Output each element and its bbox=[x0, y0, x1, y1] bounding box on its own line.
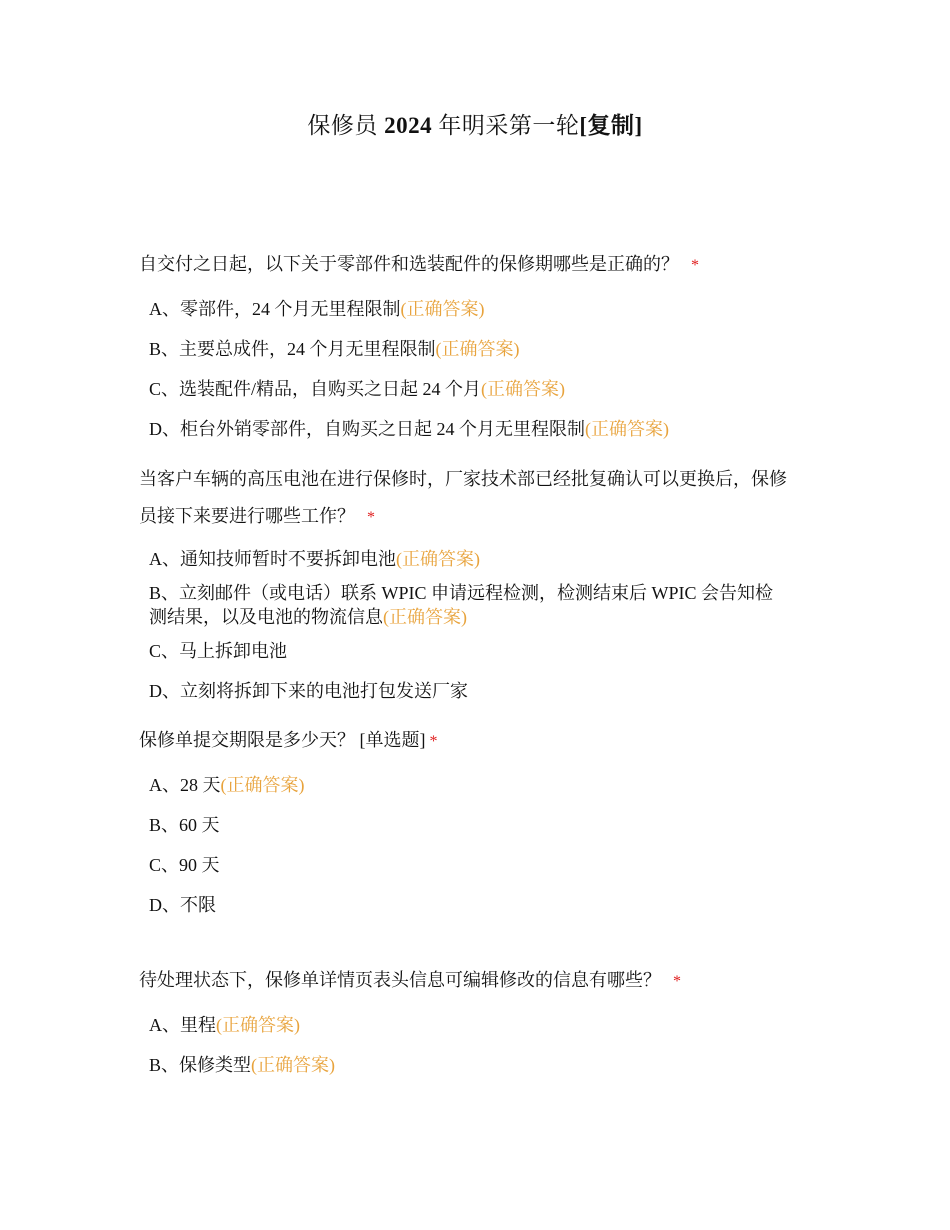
option-b[interactable]: B、主要总成件，24 个月无里程限制(正确答案) bbox=[149, 339, 520, 359]
correct-answer-tag: (正确答案) bbox=[585, 419, 669, 439]
option-d[interactable]: D、立刻将拆卸下来的电池打包发送厂家 bbox=[149, 681, 468, 701]
title-year: 2024 bbox=[384, 113, 433, 138]
question-1 bbox=[139, 248, 819, 441]
option-d[interactable]: D、柜台外销零部件，自购买之日起 24 个月无里程限制(正确答案) bbox=[149, 419, 669, 439]
question-4 bbox=[139, 964, 819, 1077]
option-a[interactable]: A、通知技师暂时不要拆卸电池(正确答案) bbox=[149, 549, 480, 569]
required-mark: * bbox=[367, 509, 375, 526]
option-d[interactable]: D、不限 bbox=[149, 895, 216, 915]
question-2 bbox=[139, 461, 819, 703]
correct-answer-tag: (正确答案) bbox=[216, 1015, 300, 1035]
page-title bbox=[0, 110, 950, 142]
required-mark: * bbox=[691, 257, 699, 274]
correct-answer-tag: (正确答案) bbox=[251, 1055, 336, 1075]
question-3 bbox=[139, 724, 819, 917]
correct-answer-tag: (正确答案) bbox=[435, 339, 520, 359]
correct-answer-tag: (正确答案) bbox=[396, 549, 480, 569]
option-a[interactable]: A、里程(正确答案) bbox=[149, 1015, 300, 1035]
option-b[interactable]: B、立刻邮件（或电话）联系 WPIC 申请远程检测，检测结束后 WPIC 会告知检 测结果，以及电池的物流信息(正确答案) bbox=[149, 583, 774, 627]
option-b[interactable]: B、保修类型(正确答案) bbox=[149, 1055, 336, 1075]
correct-answer-tag: (正确答案) bbox=[220, 775, 305, 795]
option-list bbox=[139, 547, 819, 703]
option-a[interactable]: A、28 天(正确答案) bbox=[149, 775, 305, 795]
required-mark: * bbox=[429, 733, 438, 750]
option-a[interactable]: A、零部件，24 个月无里程限制(正确答案) bbox=[149, 299, 485, 319]
option-list bbox=[139, 297, 819, 441]
questionnaire bbox=[139, 248, 819, 1077]
required-mark: * bbox=[673, 973, 681, 990]
correct-answer-tag: (正确答案) bbox=[481, 379, 566, 399]
question-text: 自交付之日起，以下关于零部件和选装配件的保修期哪些是正确的？ * bbox=[139, 254, 699, 274]
correct-answer-tag: (正确答案) bbox=[400, 299, 485, 319]
question-text: 待处理状态下，保修单详情页表头信息可编辑修改的信息有哪些？ * bbox=[139, 970, 681, 990]
option-c[interactable]: C、90 天 bbox=[149, 855, 220, 875]
option-list bbox=[139, 773, 819, 917]
title-middle: 年明采第一轮 bbox=[432, 113, 580, 138]
correct-answer-tag: (正确答案) bbox=[383, 607, 467, 627]
title-prefix: 保修员 bbox=[307, 113, 385, 138]
option-c[interactable]: C、选装配件/精品，自购买之日起 24 个月(正确答案) bbox=[149, 379, 566, 399]
question-text: 保修单提交期限是多少天？ [单选题] * bbox=[139, 730, 438, 750]
option-c[interactable]: C、马上拆卸电池 bbox=[149, 641, 288, 661]
option-list bbox=[139, 1013, 819, 1077]
title-suffix: [复制] bbox=[579, 113, 643, 138]
question-text: 当客户车辆的高压电池在进行保修时，厂家技术部已经批复确认可以更换后，保修 员接下来要进行哪些工作？ * bbox=[139, 469, 787, 526]
option-b[interactable]: B、60 天 bbox=[149, 815, 220, 835]
